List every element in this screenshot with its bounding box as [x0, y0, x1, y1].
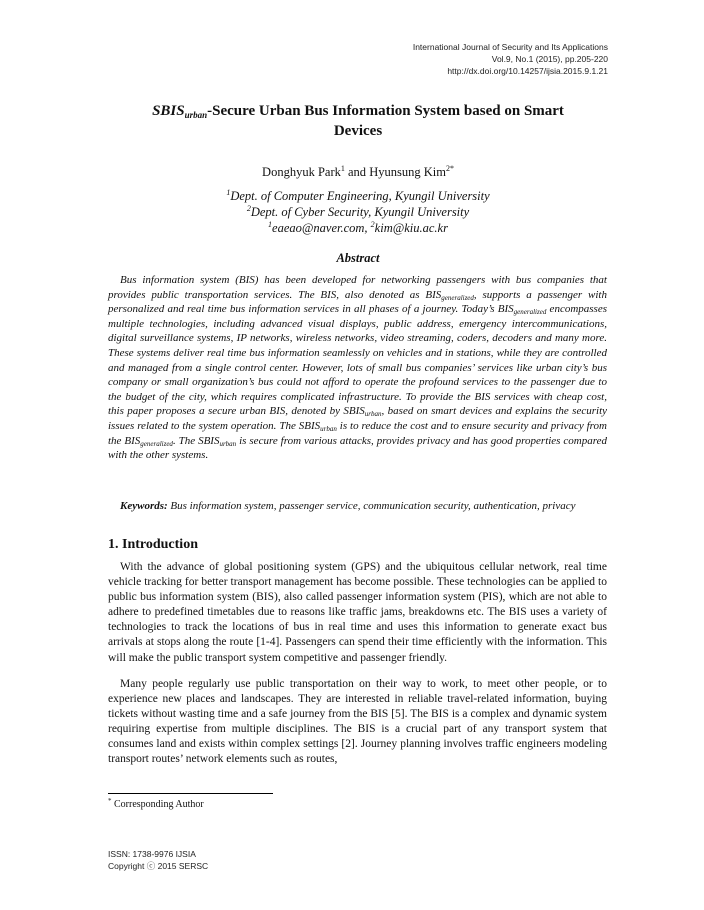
keywords-label: Keywords:: [120, 500, 168, 512]
section-heading-introduction: 1. Introduction: [108, 537, 198, 552]
journal-doi: http://dx.doi.org/10.14257/ijsia.2015.9.1.21: [447, 66, 608, 76]
journal-volume: Vol.9, No.1 (2015), pp.205-220: [491, 54, 608, 64]
journal-name: International Journal of Security and Its Applications: [412, 42, 608, 52]
author-list: Donghyuk Park$^1$ and Hyunsung Kim$^{2*}$: [262, 164, 454, 179]
title-rest: -Secure Urban Bus Information System based on Smart: [207, 103, 564, 119]
footer-copyright: Copyright ⓒ 2015 SERSC: [108, 861, 209, 871]
intro-paragraph-1: With the advance of global positioning system (GPS) and the ubiquitous cellular network, real time vehicle tracking for better transport management has become possible. These technologies can be applied to public bus information system (BIS), also called passenger information system (PIS), which are not able to adhere to predefined timetables due to reasons like traffic jams, breakdowns etc. The BIS uses a variety of technologies to track the locations of bus in real time and uses this information to generate exact bus arrivals at stops along the route [1-4]. Passengers can spend their time efficiently with the information. This will make the public transport system competitive and passenger friendly.: [108, 561, 607, 664]
affiliation-2: $^2$Dept. of Cyber Security, Kyungil University: [246, 204, 470, 219]
affiliation-1: $^1$Dept. of Computer Engineering, Kyungil University: [226, 188, 490, 203]
author-1-mark: 1: [340, 164, 345, 173]
author-1: Donghyuk Park: [262, 165, 341, 179]
title-line2: Devices: [333, 123, 383, 139]
keywords: [108, 499, 607, 514]
abstract-heading: Abstract: [336, 251, 380, 265]
abstract-text: Bus information system (BIS) has been developed for networking passengers with bus companies that provides public transportation services. The BIS, also denoted as $BIS_{generalized}$, supports a passenger with personalized and real time bus information services in all phases of a journey. Today’s $BIS_{generalized}$ encompasses multiple technologies, including advanced visual displays, public address, emergency intercommunications, digital surveillance systems, IP networks, wireless networks, video streaming, coders, decoders and many more. These systems deliver real time bus information seamlessly on vehicles and in stations, while they are controlled and managed from a single control center. However, lots of small bus companies’ services like urban city’s bus company or small organization’s bus could not afford to operate the profound services to the passenger due to the budget of the city, which requires complicated infrastructure. To provide the BIS services with cheap cost, this paper proposes a secure urban BIS, denoted by $SBIS_{urban}$, based on smart devices and explains the security issues related to the system operation. The $SBIS_{urban}$ is to reduce the cost and to ensure security and privacy from the $BIS_{generalized}$. The $SBIS_{urban}$ is secure from various attacks, provides privacy and has good properties compared with the other systems.: [108, 274, 608, 462]
author-emails: $^1$eaeao@naver.com, $^2$kim@kiu.ac.kr: [268, 220, 448, 235]
footnote-divider: [108, 793, 273, 794]
footnote: * Corresponding Author: [108, 797, 204, 810]
author-2: Hyunsung Kim: [369, 165, 446, 179]
affiliations: [108, 188, 608, 236]
journal-header: [413, 41, 608, 77]
keywords-text: Bus information system, passenger service, communication security, authentication, privacy: [167, 500, 576, 512]
paper-title: [108, 101, 608, 141]
intro-paragraph-2: Many people regularly use public transportation on their way to work, to meet other people, or to experience new places and landscapes. They are interested in reliable travel-related information, buying tickets without wasting time and a safe journey from the BIS [5]. The BIS is a complex and dynamic system requiring expertise from multiple disciplines. The BIS is a crucial part of any transport system that consumes land and exists within complex settings [2]. Journey planning involves traffic engineers modeling transport routes’ network elements such as routes,: [108, 678, 607, 766]
title-system-name: $SBIS_{urban}$: [152, 103, 208, 120]
author-2-mark: 2*: [445, 164, 454, 173]
footer-issn: ISSN: 1738-9976 IJSIA: [108, 849, 196, 859]
page-footer: [108, 848, 208, 872]
